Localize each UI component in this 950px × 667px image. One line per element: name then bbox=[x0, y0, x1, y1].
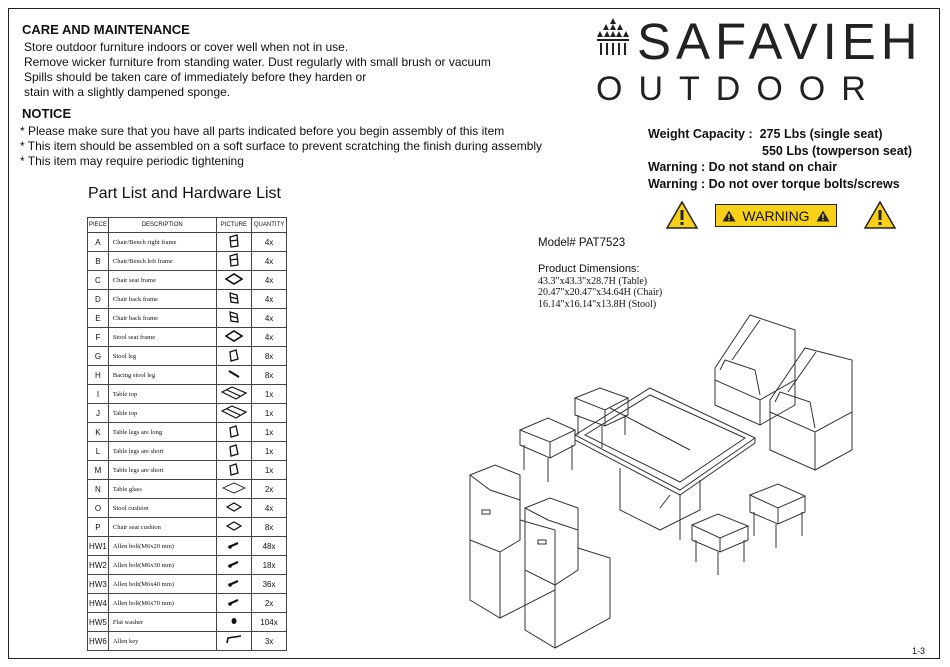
part-description: Allen bolt(M6x40 mm) bbox=[108, 575, 216, 594]
care-text bbox=[24, 40, 491, 100]
bolt-icon bbox=[228, 544, 240, 551]
part-description: Allen bolt(M6x70 mm) bbox=[108, 594, 216, 613]
dims-label: Product Dimensions: bbox=[538, 263, 640, 275]
parts-table-row bbox=[88, 556, 287, 575]
part-picture bbox=[216, 385, 252, 404]
part-piece: P bbox=[88, 518, 109, 537]
cushion-icon bbox=[226, 507, 242, 514]
parts-table-row bbox=[88, 252, 287, 271]
parts-table-row bbox=[88, 632, 287, 651]
leg-icon bbox=[227, 357, 241, 364]
part-picture bbox=[216, 575, 252, 594]
part-description: Chair/Bench right frame bbox=[108, 233, 216, 252]
part-quantity: 1x bbox=[252, 442, 287, 461]
part-picture bbox=[216, 632, 252, 651]
parts-table-row bbox=[88, 423, 287, 442]
parts-table-header bbox=[88, 218, 287, 233]
parts-table-row bbox=[88, 385, 287, 404]
parts-table-row bbox=[88, 366, 287, 385]
warning-torque: Warning : Do not over torque bolts/screws bbox=[648, 176, 900, 191]
part-description: Chair/Bench left frame bbox=[108, 252, 216, 271]
part-piece: O bbox=[88, 499, 109, 518]
part-quantity: 4x bbox=[252, 499, 287, 518]
stool-drawing bbox=[520, 418, 575, 482]
washer-icon bbox=[230, 620, 238, 627]
leg-icon bbox=[227, 471, 241, 478]
part-picture bbox=[216, 252, 252, 271]
part-piece: N bbox=[88, 480, 109, 499]
parts-table-row bbox=[88, 461, 287, 480]
part-description: Stool seat frame bbox=[108, 328, 216, 347]
part-piece: HW5 bbox=[88, 613, 109, 632]
seat-frame-icon bbox=[225, 280, 243, 287]
notice-line: * This item should be assembled on a soft surface to prevent scratching the finish during assembly bbox=[20, 139, 543, 153]
part-description: Bacing stool leg bbox=[108, 366, 216, 385]
glass-icon bbox=[222, 489, 246, 496]
bolt-icon bbox=[228, 582, 240, 589]
part-description: Table glass bbox=[108, 480, 216, 499]
part-description: Stool cushion bbox=[108, 499, 216, 518]
dims-stool: 16.14"x16.14"x13.8H (Stool) bbox=[538, 298, 657, 310]
back-frame-icon bbox=[227, 319, 241, 326]
part-quantity: 8x bbox=[252, 518, 287, 537]
part-piece: B bbox=[88, 252, 109, 271]
weight-label: Weight Capacity : bbox=[648, 127, 753, 141]
part-picture bbox=[216, 613, 252, 632]
col-quantity: QUANTITY bbox=[252, 218, 287, 233]
weight-single: 275 Lbs (single seat) bbox=[759, 127, 883, 141]
back-frame-icon bbox=[227, 300, 241, 307]
parts-table-row bbox=[88, 347, 287, 366]
dims-chair: 20.47"x20.47"x34.64H (Chair) bbox=[538, 287, 663, 298]
leg-icon bbox=[227, 452, 241, 459]
frame-icon bbox=[227, 262, 241, 269]
parts-table-row bbox=[88, 442, 287, 461]
cushion-icon bbox=[226, 526, 242, 533]
part-description: Chair back frame bbox=[108, 290, 216, 309]
care-line: Store outdoor furniture indoors or cover well when not in use. bbox=[24, 40, 349, 54]
weight-double: 550 Lbs (towperson seat) bbox=[762, 143, 913, 158]
warning-row bbox=[665, 200, 905, 230]
chair-drawing bbox=[525, 498, 610, 648]
part-quantity: 1x bbox=[252, 385, 287, 404]
part-quantity: 4x bbox=[252, 233, 287, 252]
parts-table-row bbox=[88, 404, 287, 423]
part-description: Chair seat frame bbox=[108, 271, 216, 290]
part-picture bbox=[216, 347, 252, 366]
parts-table-row bbox=[88, 290, 287, 309]
part-quantity: 2x bbox=[252, 594, 287, 613]
part-piece: M bbox=[88, 461, 109, 480]
brand-emblem-icon bbox=[594, 16, 632, 58]
stool-drawing bbox=[750, 484, 805, 548]
col-picture: PICTURE bbox=[216, 218, 252, 233]
bracing-icon bbox=[227, 374, 241, 381]
care-line: stain with a slightly dampened sponge. bbox=[24, 85, 231, 99]
allen-key-icon bbox=[225, 640, 243, 647]
parts-table-row bbox=[88, 233, 287, 252]
part-piece: J bbox=[88, 404, 109, 423]
part-quantity: 3x bbox=[252, 632, 287, 651]
part-description: Allen key bbox=[108, 632, 216, 651]
part-piece: E bbox=[88, 309, 109, 328]
parts-table-row bbox=[88, 328, 287, 347]
part-piece: F bbox=[88, 328, 109, 347]
part-quantity: 48x bbox=[252, 537, 287, 556]
part-picture bbox=[216, 328, 252, 347]
table-top-icon bbox=[221, 414, 247, 421]
part-picture bbox=[216, 423, 252, 442]
parts-table-row bbox=[88, 499, 287, 518]
part-quantity: 4x bbox=[252, 309, 287, 328]
part-picture bbox=[216, 594, 252, 613]
notice-text bbox=[20, 124, 542, 169]
warning-triangle-icon bbox=[665, 200, 699, 230]
part-piece: L bbox=[88, 442, 109, 461]
part-description: Allen bolt(M6x30 mm) bbox=[108, 556, 216, 575]
part-piece: I bbox=[88, 385, 109, 404]
chair-drawing bbox=[770, 348, 852, 470]
part-picture bbox=[216, 461, 252, 480]
parts-table-row bbox=[88, 575, 287, 594]
stool-drawing bbox=[692, 514, 748, 575]
part-quantity: 2x bbox=[252, 480, 287, 499]
part-picture bbox=[216, 290, 252, 309]
frame-icon bbox=[227, 243, 241, 250]
brand-logo bbox=[594, 12, 923, 108]
part-piece: A bbox=[88, 233, 109, 252]
notice-heading: NOTICE bbox=[22, 106, 72, 121]
warning-stand: Warning : Do not stand on chair bbox=[648, 160, 838, 174]
part-description: Chair back frame bbox=[108, 309, 216, 328]
part-picture bbox=[216, 442, 252, 461]
part-description: Flat washer bbox=[108, 613, 216, 632]
care-line: Remove wicker furniture from standing water. Dust regularly with small brush or vacuum bbox=[24, 55, 491, 69]
col-description: DESCRIPTION bbox=[108, 218, 216, 233]
brand-subtitle: OUTDOOR bbox=[596, 70, 882, 108]
part-description: Table top bbox=[108, 385, 216, 404]
part-picture bbox=[216, 233, 252, 252]
parts-table-row bbox=[88, 480, 287, 499]
col-piece: PIECE bbox=[88, 218, 109, 233]
part-piece: G bbox=[88, 347, 109, 366]
part-picture bbox=[216, 271, 252, 290]
part-quantity: 4x bbox=[252, 290, 287, 309]
part-quantity: 4x bbox=[252, 271, 287, 290]
part-piece: HW1 bbox=[88, 537, 109, 556]
part-piece: HW3 bbox=[88, 575, 109, 594]
part-picture bbox=[216, 518, 252, 537]
parts-table-row bbox=[88, 594, 287, 613]
part-quantity: 1x bbox=[252, 423, 287, 442]
seat-frame-icon bbox=[225, 337, 243, 344]
warning-triangle-icon bbox=[722, 210, 736, 222]
parts-list-title: Part List and Hardware List bbox=[88, 185, 281, 202]
notice-line: * This item may require periodic tightening bbox=[20, 154, 244, 168]
leg-icon bbox=[227, 433, 241, 440]
chair-drawing bbox=[470, 465, 555, 618]
bolt-icon bbox=[228, 563, 240, 570]
model-number: Model# PAT7523 bbox=[538, 237, 626, 249]
dims-table: 43.3"x43.3"x28.7H (Table) bbox=[538, 275, 648, 287]
part-picture bbox=[216, 404, 252, 423]
part-description: Chair seat cushion bbox=[108, 518, 216, 537]
notice-line: * Please make sure that you have all parts indicated before you begin assembly of this item bbox=[20, 124, 505, 138]
warning-badge bbox=[715, 204, 837, 227]
part-quantity: 4x bbox=[252, 252, 287, 271]
part-description: Table legs are short bbox=[108, 442, 216, 461]
parts-table-row bbox=[88, 518, 287, 537]
part-piece: C bbox=[88, 271, 109, 290]
parts-table bbox=[87, 217, 287, 651]
part-piece: HW4 bbox=[88, 594, 109, 613]
warning-triangle-icon bbox=[816, 210, 830, 222]
brand-name: SAFAVIEH bbox=[637, 13, 923, 70]
part-description: Stool leg bbox=[108, 347, 216, 366]
part-quantity: 8x bbox=[252, 366, 287, 385]
part-description: Table legs are short bbox=[108, 461, 216, 480]
part-picture bbox=[216, 499, 252, 518]
part-picture bbox=[216, 537, 252, 556]
weight-capacity-block bbox=[648, 126, 912, 192]
part-picture bbox=[216, 556, 252, 575]
parts-table-row bbox=[88, 537, 287, 556]
parts-table-row bbox=[88, 613, 287, 632]
part-description: Allen bolt(M6x20 mm) bbox=[108, 537, 216, 556]
chair-drawing bbox=[715, 315, 795, 425]
part-picture bbox=[216, 366, 252, 385]
table-top-icon bbox=[221, 395, 247, 402]
parts-table-row bbox=[88, 271, 287, 290]
part-quantity: 8x bbox=[252, 347, 287, 366]
care-line: Spills should be taken care of immediately before they harden or bbox=[24, 70, 367, 84]
part-piece: K bbox=[88, 423, 109, 442]
furniture-set-illustration bbox=[460, 300, 860, 655]
part-description: Table top bbox=[108, 404, 216, 423]
care-heading: CARE AND MAINTENANCE bbox=[22, 22, 190, 37]
part-picture bbox=[216, 309, 252, 328]
part-quantity: 1x bbox=[252, 461, 287, 480]
part-quantity: 104x bbox=[252, 613, 287, 632]
part-piece: HW2 bbox=[88, 556, 109, 575]
part-quantity: 1x bbox=[252, 404, 287, 423]
part-picture bbox=[216, 480, 252, 499]
page-number: 1-3 bbox=[911, 646, 925, 656]
part-quantity: 4x bbox=[252, 328, 287, 347]
warning-badge-label: WARNING bbox=[742, 207, 810, 224]
warning-triangle-icon bbox=[863, 200, 897, 230]
part-piece: H bbox=[88, 366, 109, 385]
part-description: Table legs are long bbox=[108, 423, 216, 442]
part-piece: HW6 bbox=[88, 632, 109, 651]
bolt-icon bbox=[228, 601, 240, 608]
part-quantity: 18x bbox=[252, 556, 287, 575]
parts-table-row bbox=[88, 309, 287, 328]
part-quantity: 36x bbox=[252, 575, 287, 594]
part-piece: D bbox=[88, 290, 109, 309]
